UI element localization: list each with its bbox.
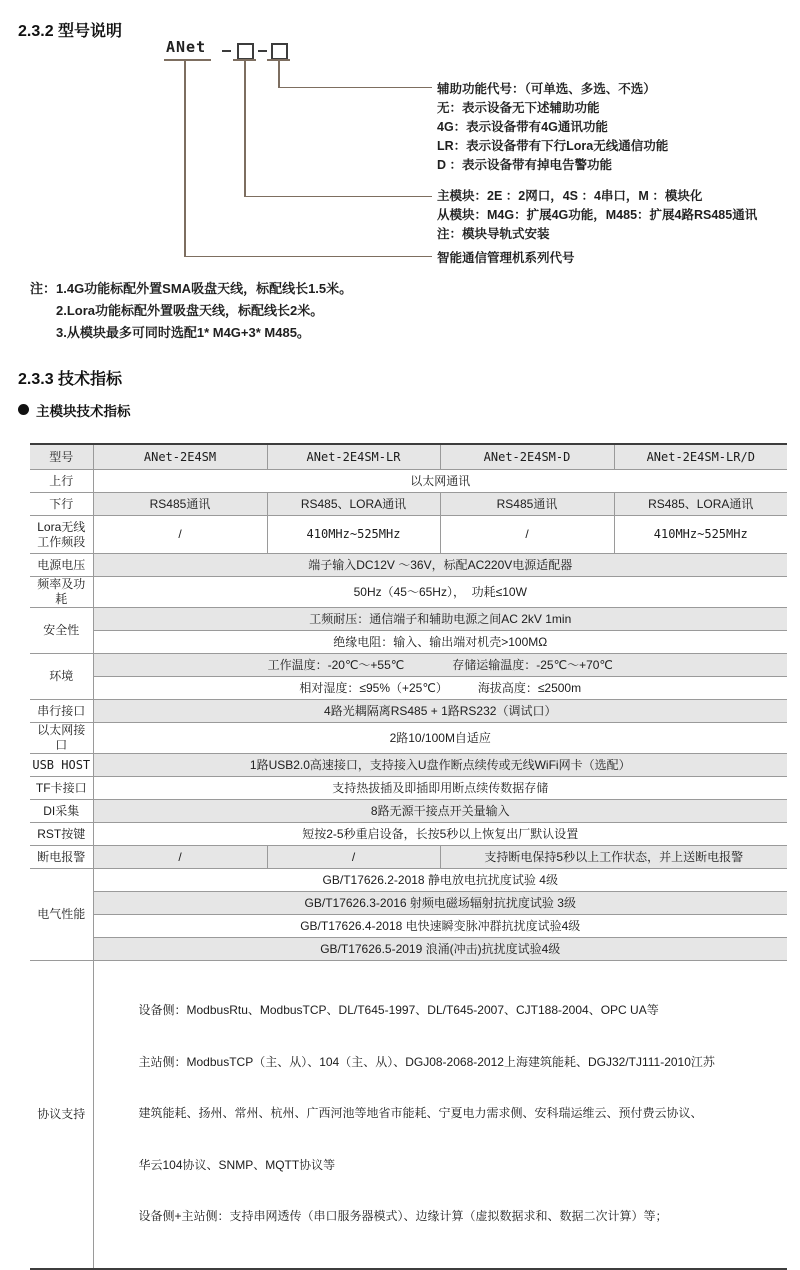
cell-model-3: ANet-2E4SM-D — [440, 444, 614, 470]
cell-rst-label: RST按键 — [30, 823, 93, 846]
cell-serial-label: 串行接口 — [30, 700, 93, 723]
connector-vertical-slot1 — [244, 61, 246, 197]
cell-downlink-label: 下行 — [30, 493, 93, 516]
cell-safety-label: 安全性 — [30, 608, 93, 654]
connector-horizontal-series — [184, 256, 432, 258]
cell-di-value: 8路无源干接点开关量输入 — [93, 800, 787, 823]
cell-model-label: 型号 — [30, 444, 93, 470]
note-2: 2.Lora功能标配外置吸盘天线，标配线长2米。 — [56, 303, 324, 318]
section-title-specs: 2.3.3 技术指标 — [18, 371, 123, 388]
cell-usb-label: USB HOST — [30, 754, 93, 777]
module-block — [437, 187, 757, 244]
cell-power-fail-label: 断电报警 — [30, 846, 93, 869]
series-block — [437, 249, 575, 268]
note-3: 3.从模块最多可同时选配1* M4G+3* M485。 — [56, 325, 310, 340]
protocol-line-3: 建筑能耗、扬州、常州、杭州、广西河池等地省市能耗、宁夏电力需求侧、安科瑞运维云、预付费云协议、 — [138, 1106, 703, 1120]
cell-lora-2: 410MHz~525MHz — [267, 516, 440, 554]
brand-underline — [164, 59, 211, 61]
cell-freq-label: 频率及功耗 — [30, 577, 93, 608]
aux-item-lr: LR：表示设备带有下行Lora无线通信功能 — [437, 139, 669, 153]
row-electrical-3 — [30, 915, 787, 938]
row-freq — [30, 577, 787, 608]
cell-safety-2: 绝缘电阻：输入、输出端对机壳>100MΩ — [93, 631, 787, 654]
module-note: 注：模块导轨式安装 — [437, 227, 550, 241]
row-safety-1 — [30, 608, 787, 631]
aux-item-4g: 4G：表示设备带有4G通讯功能 — [437, 120, 608, 134]
cell-power-fail-34: 支持断电保持5秒以上工作状态，并上送断电报警 — [440, 846, 787, 869]
cell-electrical-label: 电气性能 — [30, 869, 93, 961]
cell-downlink-3: RS485通讯 — [440, 493, 614, 516]
cell-freq-value: 50Hz（45～65Hz）， 功耗≤10W — [93, 577, 787, 608]
cell-lora-1: / — [93, 516, 267, 554]
connector-horizontal-aux — [278, 87, 432, 89]
lora-label-line2: 工作频段 — [37, 534, 86, 549]
section-title-model: 2.3.2 型号说明 — [18, 23, 123, 40]
protocol-line-4: 华云104协议、SNMP、MQTT协议等 — [138, 1157, 336, 1172]
lora-label-line1: Lora无线 — [37, 519, 86, 534]
row-serial — [30, 700, 787, 723]
cell-downlink-1: RS485通讯 — [93, 493, 267, 516]
cell-uplink-value: 以太网通讯 — [93, 470, 787, 493]
row-lora-band — [30, 516, 787, 554]
cell-tf-value: 支持热拔插及即插即用断点续传数据存储 — [93, 777, 787, 800]
cell-protocol-value — [93, 961, 787, 1269]
cell-ethernet-label: 以太网接口 — [30, 723, 93, 754]
protocol-line-5: 设备侧+主站侧：支持串网透传（串口服务器模式）、边缘计算（虚拟数据求和、数据二次计算）等； — [138, 1209, 668, 1223]
cell-lora-label — [30, 516, 93, 554]
connector-horizontal-module — [244, 196, 432, 198]
row-protocol — [30, 961, 787, 1269]
cell-environment-1: 工作温度：-20℃～+55℃ 存储运输温度：-25℃～+70℃ — [93, 654, 787, 677]
module-slave: 从模块：M4G：扩展4G功能，M485：扩展4路RS485通讯 — [437, 208, 758, 222]
module-main: 主模块：2E ：2网口，4S ：4串口，M ：模块化 — [437, 189, 703, 203]
cell-uplink-label: 上行 — [30, 470, 93, 493]
row-power — [30, 554, 787, 577]
cell-power-value: 端子输入DC12V ～36V，标配AC220V电源适配器 — [93, 554, 787, 577]
row-tf — [30, 777, 787, 800]
cell-electrical-3: GB/T17626.4-2018 电快速瞬变脉冲群抗扰度试验4级 — [93, 915, 787, 938]
bullet-icon — [18, 404, 29, 415]
aux-title: 辅助功能代号：（可单选、多选、不选） — [437, 82, 656, 96]
model-slot-box-1 — [237, 43, 254, 60]
table-caption: 主模块技术指标 — [36, 404, 131, 419]
model-slot-box-2 — [271, 43, 288, 60]
cell-tf-label: TF卡接口 — [30, 777, 93, 800]
row-electrical-2 — [30, 892, 787, 915]
row-ethernet — [30, 723, 787, 754]
cell-model-2: ANet-2E4SM-LR — [267, 444, 440, 470]
cell-electrical-1: GB/T17626.2-2018 静电放电抗扰度试验 4级 — [93, 869, 787, 892]
cell-protocol-label: 协议支持 — [30, 961, 93, 1269]
row-power-fail — [30, 846, 787, 869]
dash-1 — [222, 50, 231, 52]
cell-rst-value: 短按2-5秒重启设备，长按5秒以上恢复出厂默认设置 — [93, 823, 787, 846]
row-di — [30, 800, 787, 823]
cell-serial-value: 4路光耦隔离RS485 + 1路RS232（调试口） — [93, 700, 787, 723]
row-model — [30, 444, 787, 470]
row-environment-2 — [30, 677, 787, 700]
cell-power-fail-1: / — [93, 846, 267, 869]
dash-2 — [258, 50, 267, 52]
cell-usb-value: 1路USB2.0高速接口，支持接入U盘作断点续传或无线WiFi网卡（选配） — [93, 754, 787, 777]
row-uplink — [30, 470, 787, 493]
row-downlink — [30, 493, 787, 516]
cell-ethernet-value: 2路10/100M自适应 — [93, 723, 787, 754]
row-electrical-1 — [30, 869, 787, 892]
aux-function-block — [437, 80, 668, 175]
row-environment-1 — [30, 654, 787, 677]
row-electrical-4 — [30, 938, 787, 961]
cell-electrical-4: GB/T17626.5-2019 浪涌(冲击)抗扰度试验4级 — [93, 938, 787, 961]
note-1: 注：1.4G功能标配外置SMA吸盘天线，标配线长1.5米。 — [30, 281, 353, 296]
cell-environment-label: 环境 — [30, 654, 93, 700]
spec-table — [30, 443, 787, 1270]
cell-power-fail-2: / — [267, 846, 440, 869]
cell-safety-1: 工频耐压：通信端子和辅助电源之间AC 2kV 1min — [93, 608, 787, 631]
aux-item-d: D ：表示设备带有掉电告警功能 — [437, 158, 613, 172]
cell-downlink-2: RS485、LORA通讯 — [267, 493, 440, 516]
protocol-line-1: 设备侧：ModbusRtu、ModbusTCP、DL/T645-1997、DL/T645-2007、CJT188-2004、OPC UA等 — [138, 1003, 659, 1017]
protocol-line-2: 主站侧：ModbusTCP（主、从）、104（主、从）、DGJ08-2068-2012上海建筑能耗、DGJ32/TJ111-2010江苏 — [138, 1054, 715, 1069]
connector-vertical-slot2 — [278, 61, 280, 88]
row-usb — [30, 754, 787, 777]
cell-power-label: 电源电压 — [30, 554, 93, 577]
cell-environment-2: 相对湿度：≤95%（+25℃） 海拔高度：≤2500m — [93, 677, 787, 700]
row-rst — [30, 823, 787, 846]
cell-di-label: DI采集 — [30, 800, 93, 823]
cell-electrical-2: GB/T17626.3-2016 射频电磁场辐射抗扰度试验 3级 — [93, 892, 787, 915]
aux-item-none: 无：表示设备无下述辅助功能 — [437, 101, 600, 115]
cell-model-1: ANet-2E4SM — [93, 444, 267, 470]
row-safety-2 — [30, 631, 787, 654]
cell-lora-4: 410MHz~525MHz — [614, 516, 787, 554]
brand-text: ANet — [166, 38, 207, 56]
series-name: 智能通信管理机系列代号 — [437, 251, 575, 265]
cell-model-4: ANet-2E4SM-LR/D — [614, 444, 787, 470]
cell-lora-3: / — [440, 516, 614, 554]
connector-vertical-brand — [184, 61, 186, 257]
cell-downlink-4: RS485、LORA通讯 — [614, 493, 787, 516]
